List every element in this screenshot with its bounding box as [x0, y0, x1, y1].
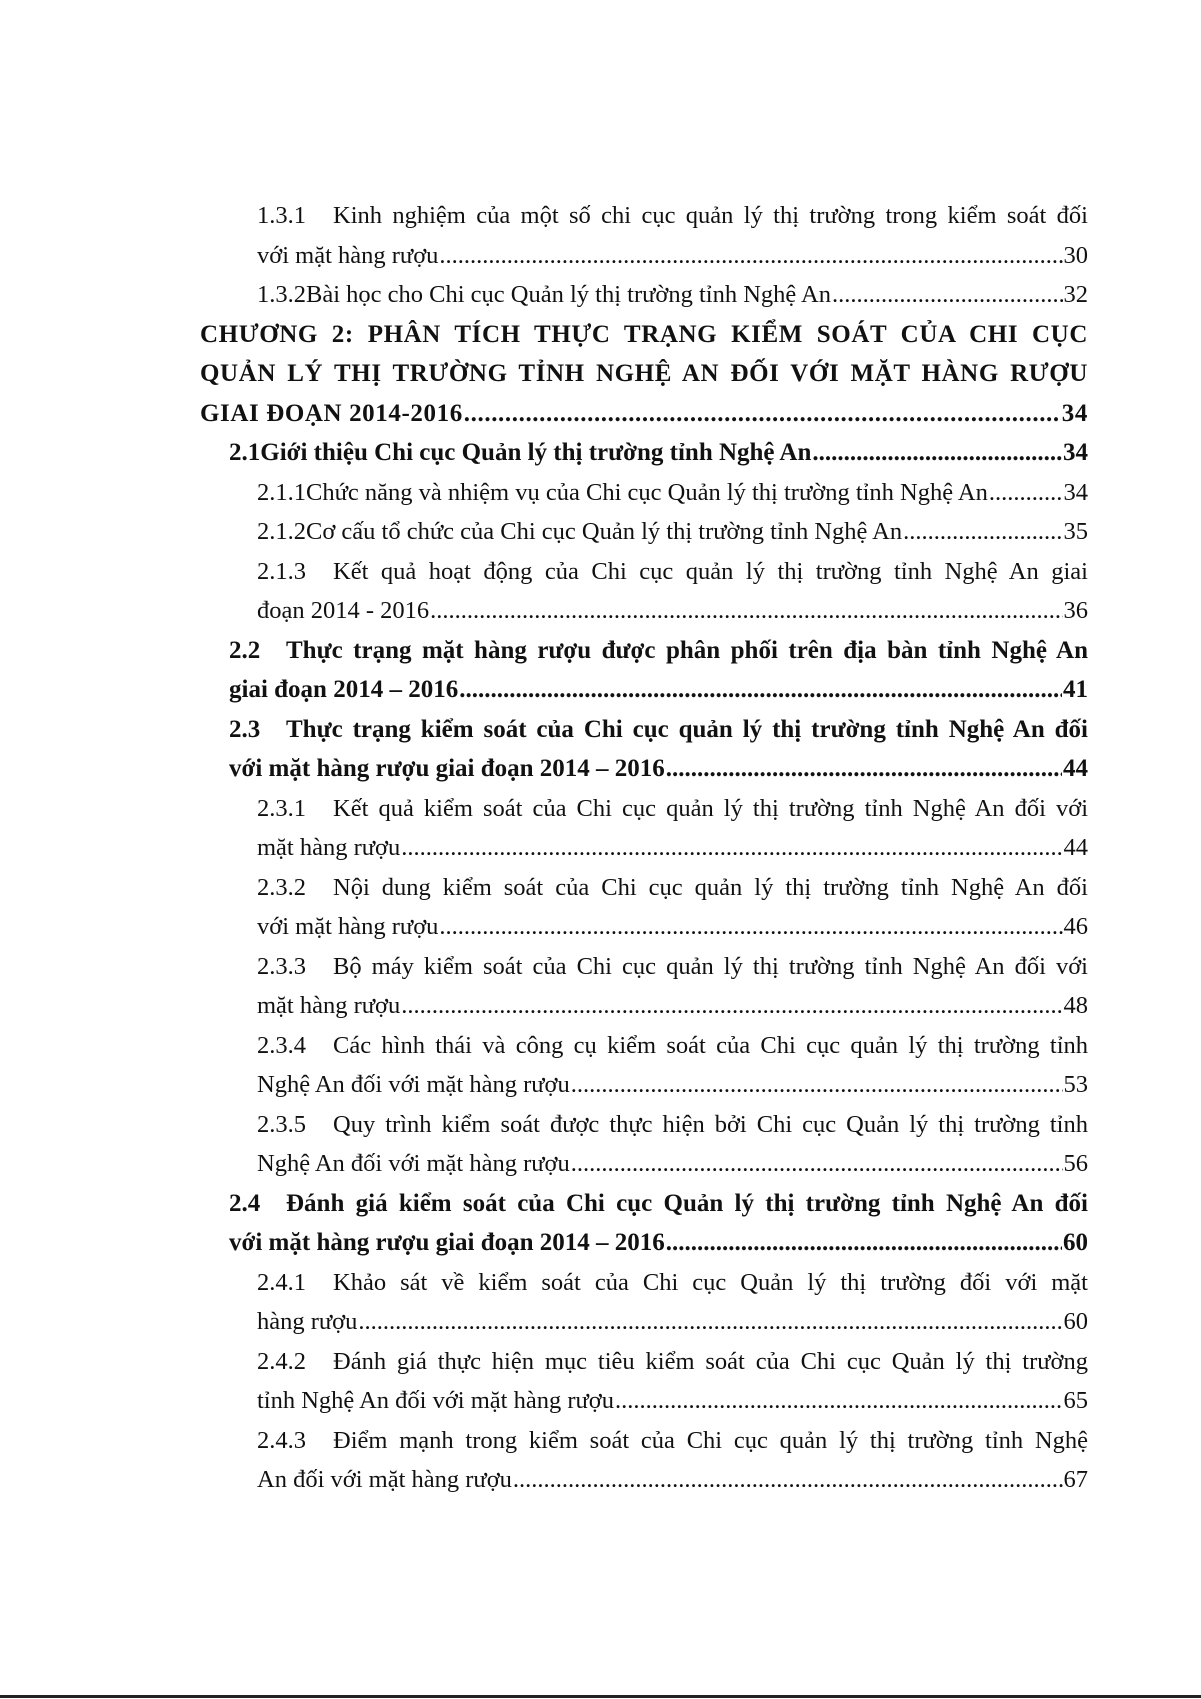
toc-entry[interactable]	[200, 1421, 1088, 1500]
toc-entry-line	[200, 1184, 1088, 1224]
toc-entry-title: QUẢN LÝ THỊ TRƯỜNG TỈNH NGHỆ AN ĐỐI VỚI MẶT HÀNG RƯỢU	[200, 360, 1088, 387]
toc-entry-line	[200, 196, 1088, 236]
toc-entry-title: CHƯƠNG 2: PHÂN TÍCH THỰC TRẠNG KIỂM SOÁT CỦA CHI CỤC	[200, 320, 1088, 348]
table-of-contents	[200, 196, 1088, 1500]
toc-entry-title: Chức năng và nhiệm vụ của Chi cục Quản lý thị trường tỉnh Nghệ An	[306, 478, 988, 506]
toc-entry-line	[200, 1302, 1088, 1342]
toc-entry-number: 1.3.1	[257, 202, 306, 229]
toc-page-number: 30	[1063, 241, 1088, 269]
toc-entry-title: Nội dung kiểm soát của Chi cục quản lý thị trường tỉnh Nghệ An đối	[333, 873, 1088, 901]
toc-entry[interactable]	[200, 1263, 1088, 1342]
toc-entry-line	[200, 710, 1088, 750]
toc-entry[interactable]	[200, 1184, 1088, 1263]
toc-entry-line	[200, 749, 1088, 789]
toc-entry-number: 2.1	[229, 439, 261, 466]
toc-entry-title: Nghệ An đối với mặt hàng rượu	[257, 1150, 570, 1177]
toc-entry-line	[200, 512, 1088, 552]
toc-entry-number: 2.3.3	[257, 952, 306, 980]
toc-entry[interactable]	[200, 947, 1088, 1026]
toc-entry-line	[200, 1381, 1088, 1421]
toc-entry-number: 2.3.1	[257, 794, 306, 822]
toc-entry-line	[200, 1026, 1088, 1066]
toc-entry-title: giai đoạn 2014 – 2016	[229, 676, 459, 703]
dot-leader	[401, 986, 1062, 1026]
toc-entry-title: với mặt hàng rượu giai đoạn 2014 – 2016	[229, 755, 665, 782]
toc-entry[interactable]	[200, 789, 1088, 868]
toc-entry-title: Thực trạng kiểm soát của Chi cục quản lý thị trường tỉnh Nghệ An đối	[286, 715, 1088, 743]
toc-entry-line	[200, 907, 1088, 947]
toc-entry-line	[200, 1144, 1088, 1184]
toc-entry-number: 2.3	[229, 715, 261, 743]
toc-page-number: 53	[1063, 1071, 1088, 1098]
toc-page-number: 34	[1061, 399, 1088, 427]
toc-entry-number: 1.3.2	[257, 281, 306, 308]
toc-page-number: 46	[1063, 913, 1088, 940]
toc-entry-line	[200, 394, 1088, 434]
toc-entry-number: 2.3.2	[257, 873, 306, 901]
toc-entry[interactable]	[200, 196, 1088, 275]
toc-entry-title: Quy trình kiểm soát được thực hiện bởi Chi cục Quản lý thị trường tỉnh	[333, 1110, 1088, 1138]
toc-entry-title: hàng rượu	[257, 1308, 358, 1335]
toc-entry-line	[200, 315, 1088, 355]
page-bottom-rule	[0, 1695, 1201, 1698]
toc-entry[interactable]	[200, 433, 1088, 473]
toc-entry-line	[200, 986, 1088, 1026]
dot-leader	[571, 1065, 1063, 1105]
toc-page-number: 32	[1063, 281, 1088, 308]
toc-entry-title: GIAI ĐOẠN 2014-2016	[200, 399, 463, 427]
toc-entry[interactable]	[200, 868, 1088, 947]
dot-leader	[903, 512, 1062, 552]
toc-entry[interactable]	[200, 315, 1088, 434]
dot-leader	[358, 1302, 1062, 1342]
toc-entry-number: 2.4.1	[257, 1268, 306, 1296]
toc-entry-line	[200, 868, 1088, 908]
toc-entry[interactable]	[200, 631, 1088, 710]
dot-leader	[439, 236, 1062, 276]
toc-entry-line	[200, 354, 1088, 394]
toc-entry-title: Bài học cho Chi cục Quản lý thị trường tỉnh Nghệ An	[306, 281, 832, 308]
toc-entry-title: Điểm mạnh trong kiểm soát của Chi cục quản lý thị trường tỉnh Nghệ	[333, 1426, 1088, 1454]
toc-entry[interactable]	[200, 1026, 1088, 1105]
toc-page-number: 35	[1063, 518, 1088, 545]
toc-entry-number: 2.4.3	[257, 1426, 306, 1454]
toc-entry-title: mặt hàng rượu	[257, 992, 401, 1019]
toc-entry-title: Kết quả hoạt động của Chi cục quản lý thị trường tỉnh Nghệ An giai	[333, 557, 1088, 585]
dot-leader	[513, 1460, 1063, 1500]
toc-entry-number: 2.2	[229, 636, 261, 664]
toc-entry-title: mặt hàng rượu	[257, 834, 401, 861]
toc-page-number: 60	[1063, 1308, 1088, 1335]
toc-entry-line	[200, 1223, 1088, 1263]
toc-entry-line	[200, 236, 1088, 276]
toc-entry-number: 2.3.5	[257, 1110, 306, 1138]
toc-entry[interactable]	[200, 473, 1088, 513]
toc-entry-title: Kết quả kiểm soát của Chi cục quản lý thị trường tỉnh Nghệ An đối với	[333, 794, 1088, 822]
toc-entry-title: Thực trạng mặt hàng rượu được phân phối trên địa bàn tỉnh Nghệ An	[286, 636, 1088, 664]
toc-entry-line	[200, 1263, 1088, 1303]
toc-entry-line	[200, 1342, 1088, 1382]
toc-entry-title: Cơ cấu tổ chức của Chi cục Quản lý thị trường tỉnh Nghệ An	[306, 518, 903, 545]
toc-entry-line	[200, 591, 1088, 631]
toc-page-number: 44	[1063, 755, 1088, 782]
toc-entry[interactable]	[200, 512, 1088, 552]
dot-leader	[401, 828, 1062, 868]
toc-entry-number: 2.3.4	[257, 1031, 306, 1059]
toc-entry-number: 2.1.2	[257, 518, 306, 545]
toc-page-number: 67	[1063, 1466, 1088, 1493]
dot-leader	[666, 1223, 1062, 1263]
toc-entry[interactable]	[200, 275, 1088, 315]
toc-entry-line	[200, 473, 1088, 513]
dot-leader	[571, 1144, 1063, 1184]
toc-entry-line	[200, 1421, 1088, 1461]
toc-entry-title: Đánh giá thực hiện mục tiêu kiểm soát của Chi cục Quản lý thị trường	[333, 1347, 1088, 1375]
toc-entry[interactable]	[200, 1342, 1088, 1421]
toc-entry-number: 2.1.1	[257, 478, 306, 506]
toc-entry-title: đoạn 2014 - 2016	[257, 597, 430, 624]
toc-entry-title: với mặt hàng rượu giai đoạn 2014 – 2016	[229, 1229, 665, 1256]
toc-page-number: 36	[1063, 597, 1088, 624]
toc-entry-title: Đánh giá kiểm soát của Chi cục Quản lý thị trường tỉnh Nghệ An đối	[286, 1189, 1088, 1217]
toc-page-number: 44	[1063, 834, 1088, 861]
toc-entry-line	[200, 1460, 1088, 1500]
toc-entry-title: Các hình thái và công cụ kiểm soát của Chi cục quản lý thị trường tỉnh	[333, 1031, 1088, 1059]
toc-entry-title: An đối với mặt hàng rượu	[257, 1466, 512, 1493]
dot-leader	[989, 473, 1063, 513]
dot-leader	[430, 591, 1062, 631]
toc-entry-title: Nghệ An đối với mặt hàng rượu	[257, 1071, 570, 1098]
toc-entry-number: 2.1.3	[257, 557, 306, 585]
toc-entry-line	[200, 631, 1088, 671]
toc-page-number: 56	[1063, 1150, 1088, 1177]
dot-leader	[459, 670, 1062, 710]
toc-entry-line	[200, 789, 1088, 829]
toc-entry-line	[200, 947, 1088, 987]
dot-leader	[615, 1381, 1063, 1421]
toc-entry-number: 2.4.2	[257, 1347, 306, 1375]
toc-entry-title: với mặt hàng rượu	[257, 913, 439, 940]
toc-entry-line	[200, 670, 1088, 710]
toc-page-number: 34	[1063, 439, 1088, 466]
toc-entry-line	[200, 275, 1088, 315]
dot-leader	[439, 907, 1062, 947]
toc-entry-title: Bộ máy kiểm soát của Chi cục quản lý thị trường tỉnh Nghệ An đối với	[333, 952, 1088, 980]
toc-entry[interactable]	[200, 552, 1088, 631]
toc-page-number: 48	[1063, 992, 1088, 1019]
toc-page-number: 34	[1063, 478, 1088, 506]
dot-leader	[812, 433, 1062, 473]
toc-entry-line	[200, 552, 1088, 592]
toc-page-number: 65	[1063, 1387, 1088, 1414]
dot-leader	[832, 275, 1062, 315]
toc-entry-title: Giới thiệu Chi cục Quản lý thị trường tỉnh Nghệ An	[260, 439, 812, 466]
toc-entry[interactable]	[200, 710, 1088, 789]
toc-entry-line	[200, 828, 1088, 868]
toc-page-number: 60	[1063, 1229, 1088, 1256]
toc-page-number: 41	[1063, 676, 1088, 703]
dot-leader	[666, 749, 1062, 789]
toc-entry-title: Kinh nghiệm của một số chi cục quản lý thị trường trong kiểm soát đối	[333, 202, 1088, 229]
toc-entry-line	[200, 433, 1088, 473]
dot-leader	[464, 394, 1061, 434]
toc-entry-title: với mặt hàng rượu	[257, 241, 439, 269]
toc-entry-number: 2.4	[229, 1189, 261, 1217]
toc-entry-title: tỉnh Nghệ An đối với mặt hàng rượu	[257, 1387, 614, 1414]
toc-entry-title: Khảo sát về kiểm soát của Chi cục Quản lý thị trường đối với mặt	[333, 1268, 1088, 1296]
toc-entry[interactable]	[200, 1105, 1088, 1184]
toc-entry-line	[200, 1065, 1088, 1105]
toc-entry-line	[200, 1105, 1088, 1145]
